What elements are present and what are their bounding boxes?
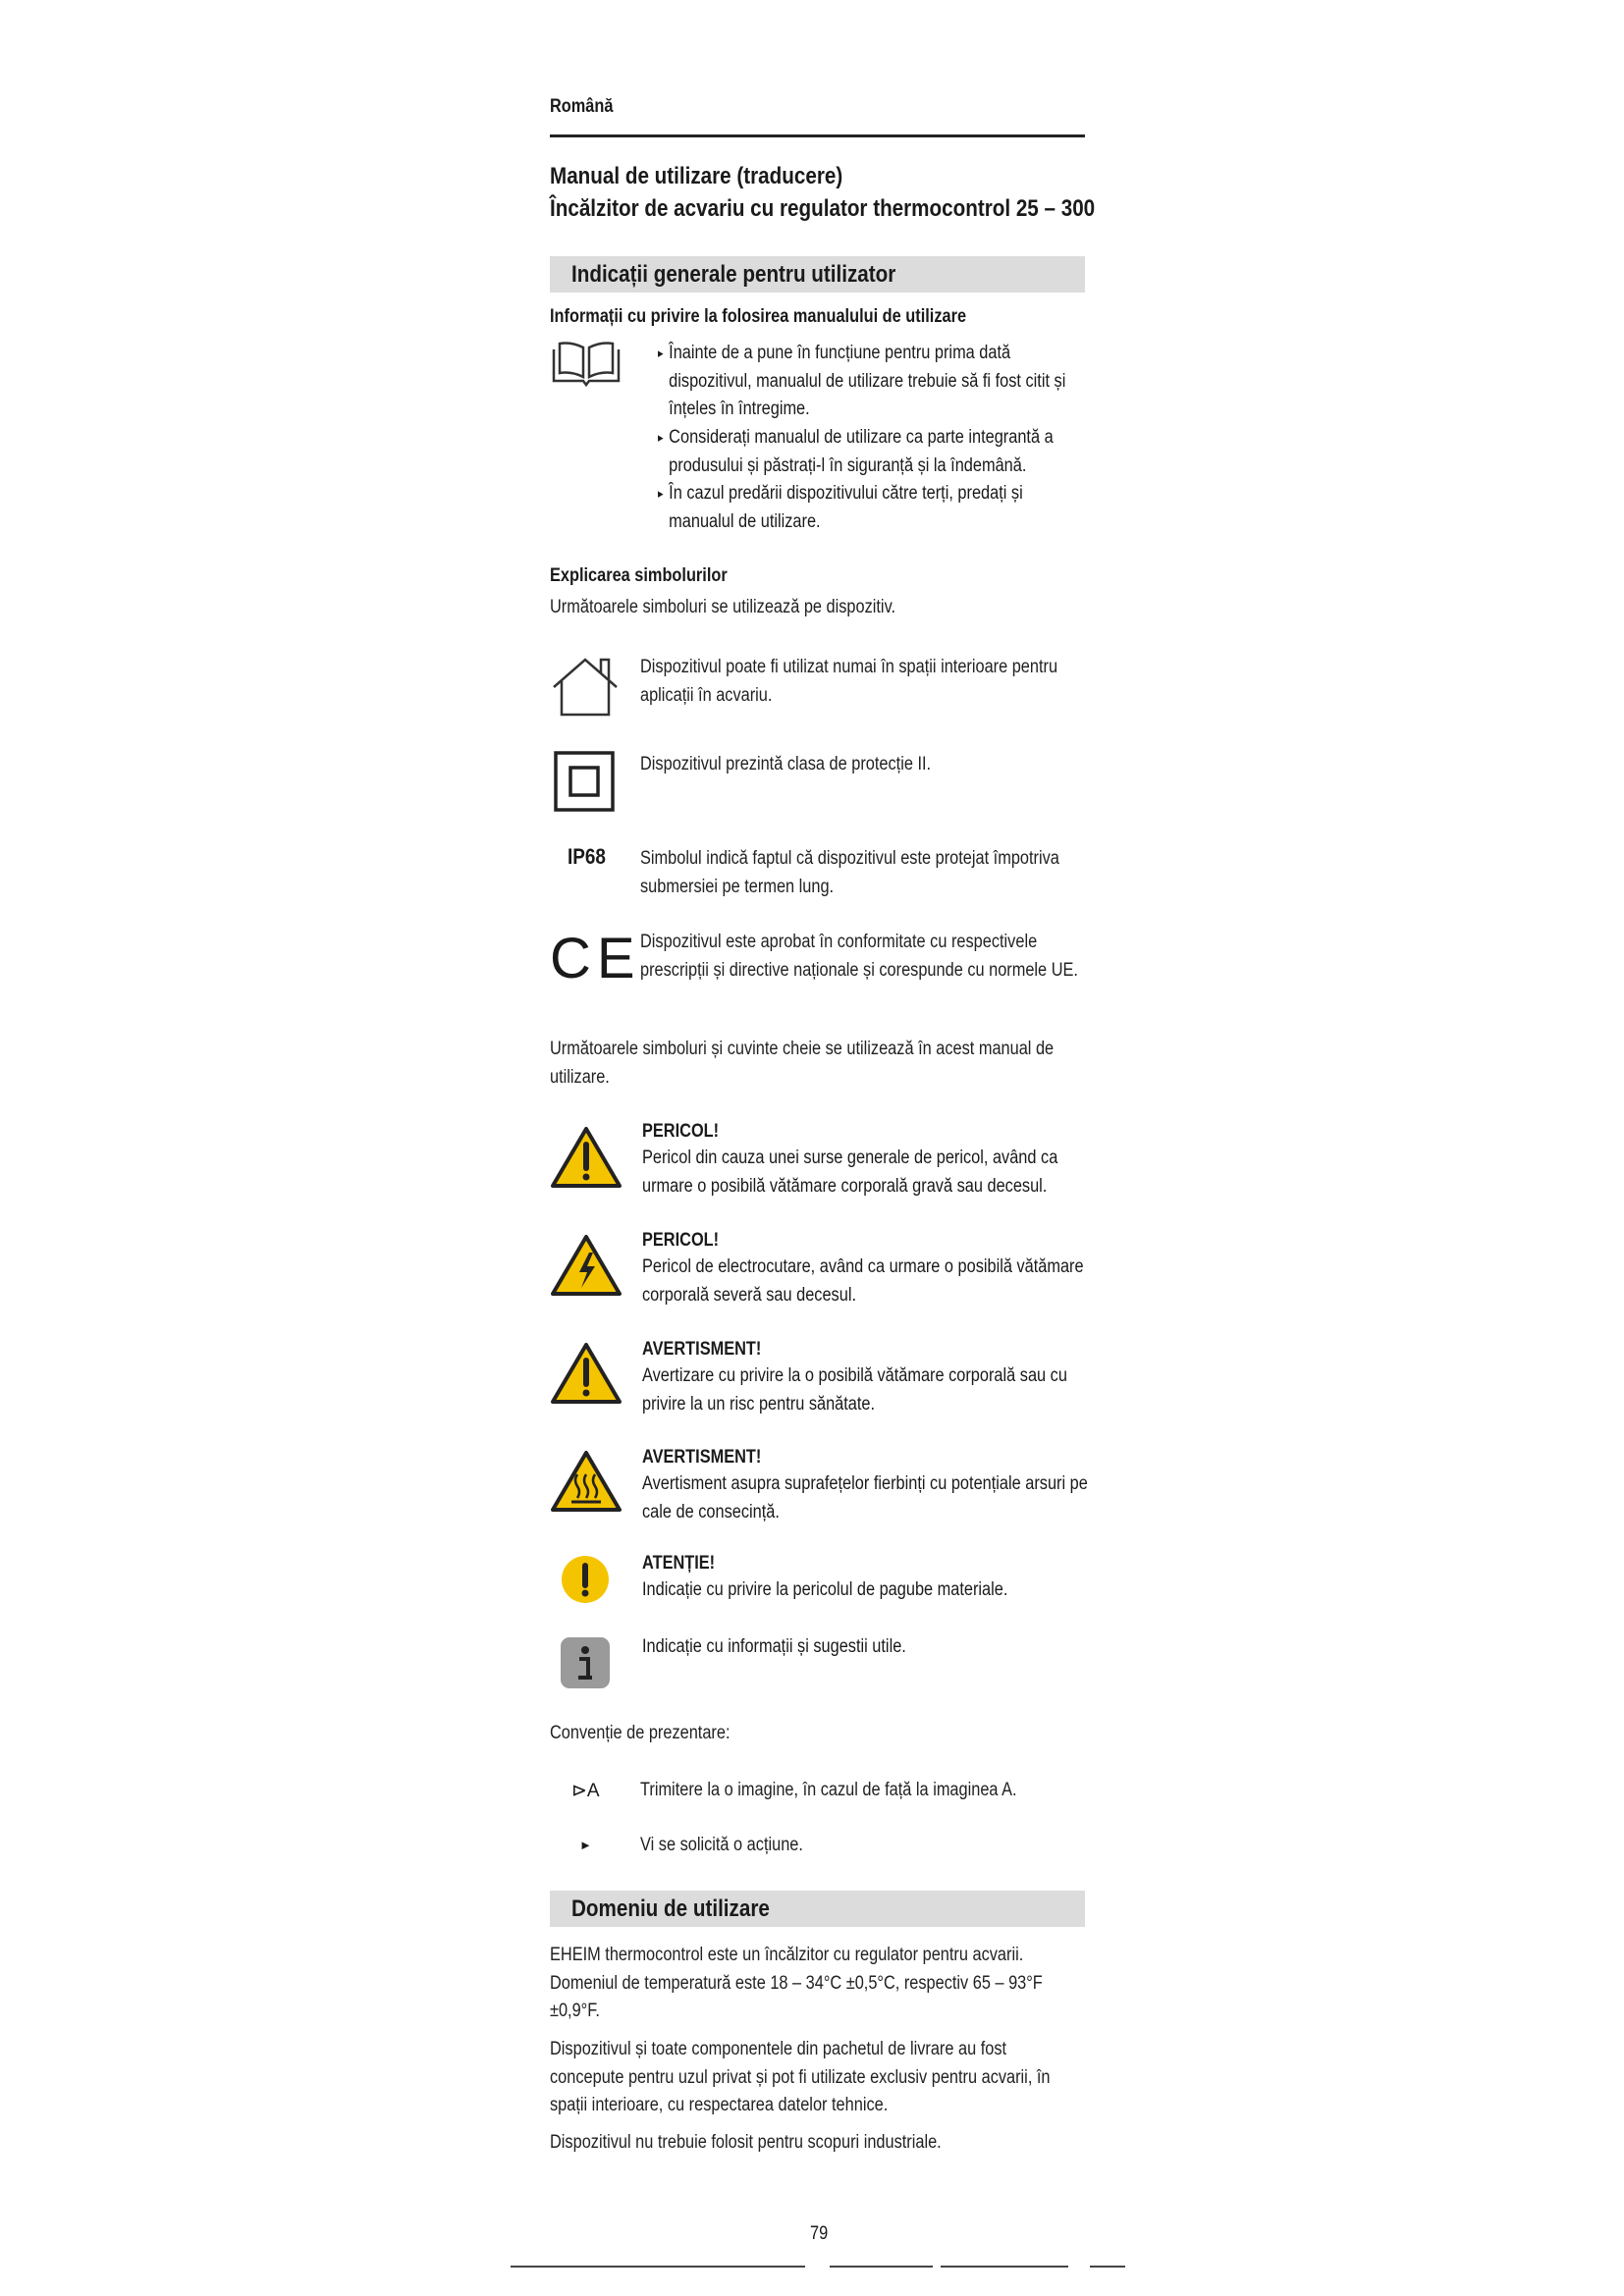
warning-text: Indicație cu privire la pericolul de pagube materiale. bbox=[642, 1579, 1008, 1600]
caution-icon bbox=[560, 1554, 611, 1605]
symbol-desc-ip68: Simbolul indică faptul că dispozitivul este protejat împotriva submersiei pe termen lung. bbox=[640, 848, 1059, 897]
action-arrow-icon: ► bbox=[579, 1838, 592, 1852]
bullet-item: ▸ Înainte de a pune în funcțiune pentru prima dată dispozitivul, manualul de utilizare trebuie să fi fost citit și înțeles în întregime. bbox=[658, 343, 1066, 419]
convention-text: Vi se solicită o acțiune. bbox=[640, 1835, 803, 1855]
protection-class-ii-icon bbox=[554, 751, 615, 812]
warning-heading: ATENȚIE! bbox=[642, 1553, 716, 1574]
bullet-item: ▸ Considerați manualul de utilizare ca parte integrantă a produsului și păstrați-l în siguranță și la îndemână. bbox=[658, 427, 1054, 476]
warning-text: Pericol de electrocutare, având ca urmare o posibilă vătămare corporală severă sau decesul. bbox=[642, 1256, 1084, 1306]
manual-symbols-intro: Următoarele simboluri și cuvinte cheie se utilizează în acest manual de utilizare. bbox=[550, 1039, 1055, 1088]
page-number: 79 bbox=[810, 2223, 829, 2244]
warning-heading: PERICOL! bbox=[642, 1121, 720, 1142]
header-rule bbox=[550, 134, 1085, 137]
warning-heading: AVERTISMENT! bbox=[642, 1339, 762, 1360]
symbols-intro: Următoarele simboluri se utilizează pe dispozitiv. bbox=[550, 597, 896, 617]
warning-text: Avertizare cu privire la o posibilă vătămare corporală sau cu privire la un risc pentru sănătate. bbox=[642, 1365, 1067, 1415]
product-title: Încălzitor de acvariu cu regulator thermocontrol 25 – 300 bbox=[550, 195, 1096, 222]
convention-text: Trimitere la o imagine, în cazul de față la imaginea A. bbox=[640, 1780, 1017, 1800]
hot-surface-icon bbox=[550, 1449, 623, 1514]
symbol-desc-ce: Dispozitivul este aprobat în conformitate cu respectivele prescripții și directive naționale și corespunde cu normele UE. bbox=[640, 932, 1078, 981]
language-label: Română bbox=[550, 96, 614, 117]
section-heading: Indicații generale pentru utilizator bbox=[571, 261, 896, 288]
warning-heading: AVERTISMENT! bbox=[642, 1447, 762, 1468]
manual-title: Manual de utilizare (traducere) bbox=[550, 163, 843, 189]
electric-shock-icon bbox=[550, 1233, 623, 1298]
indoor-house-icon bbox=[550, 654, 621, 719]
image-reference-symbol: ⊳A bbox=[571, 1781, 600, 1801]
symbol-desc-indoor: Dispozitivul poate fi utilizat numai în spații interioare pentru aplicații în acvariu. bbox=[640, 657, 1058, 706]
ip68-label: IP68 bbox=[568, 844, 606, 869]
footer-rule bbox=[941, 2266, 1068, 2268]
info-icon bbox=[560, 1636, 611, 1689]
manual-page bbox=[550, 0, 1096, 2296]
section-heading-bar bbox=[550, 1891, 1085, 1927]
subheading-symbols: Explicarea simbolurilor bbox=[550, 565, 728, 586]
warning-icon bbox=[550, 1341, 623, 1406]
general-danger-icon bbox=[550, 1125, 623, 1190]
book-icon bbox=[550, 340, 623, 389]
paragraph: Dispozitivul și toate componentele din pachetul de livrare au fost concepute pentru uzul privat și pot fi utilizate exclusiv pentru acvarii, în spații interioare, cu respectarea datelor tehnice. bbox=[550, 2039, 1051, 2115]
convention-label: Convenție de prezentare: bbox=[550, 1723, 731, 1743]
section-heading-bar bbox=[550, 256, 1085, 293]
paragraph: EHEIM thermocontrol este un încălzitor cu regulator pentru acvarii. Domeniul de temperatură este 18 – 34°C ±0,5°C, respectiv 65 – 93°F ±0,9°F. bbox=[550, 1945, 1043, 2021]
subheading-manual-info: Informații cu privire la folosirea manualului de utilizare bbox=[550, 306, 967, 327]
warning-text: Pericol din cauza unei surse generale de pericol, având ca urmare o posibilă vătămare corporală gravă sau decesul. bbox=[642, 1148, 1058, 1197]
symbol-desc-protection: Dispozitivul prezintă clasa de protecție II. bbox=[640, 754, 932, 774]
info-text: Indicație cu informații și sugestii utile. bbox=[642, 1636, 906, 1657]
warning-text: Avertisment asupra suprafețelor fierbinți cu potențiale arsuri pe cale de consecință. bbox=[642, 1473, 1088, 1522]
warning-heading: PERICOL! bbox=[642, 1230, 720, 1251]
section-heading: Domeniu de utilizare bbox=[571, 1896, 770, 1922]
ce-mark: CE bbox=[550, 927, 641, 990]
bullet-item: ▸ În cazul predării dispozitivului către terți, predați și manualul de utilizare. bbox=[658, 483, 1023, 532]
footer-rule bbox=[830, 2266, 933, 2268]
footer-rule bbox=[1090, 2266, 1125, 2268]
paragraph: Dispozitivul nu trebuie folosit pentru scopuri industriale. bbox=[550, 2132, 942, 2153]
footer-rule bbox=[511, 2266, 805, 2268]
